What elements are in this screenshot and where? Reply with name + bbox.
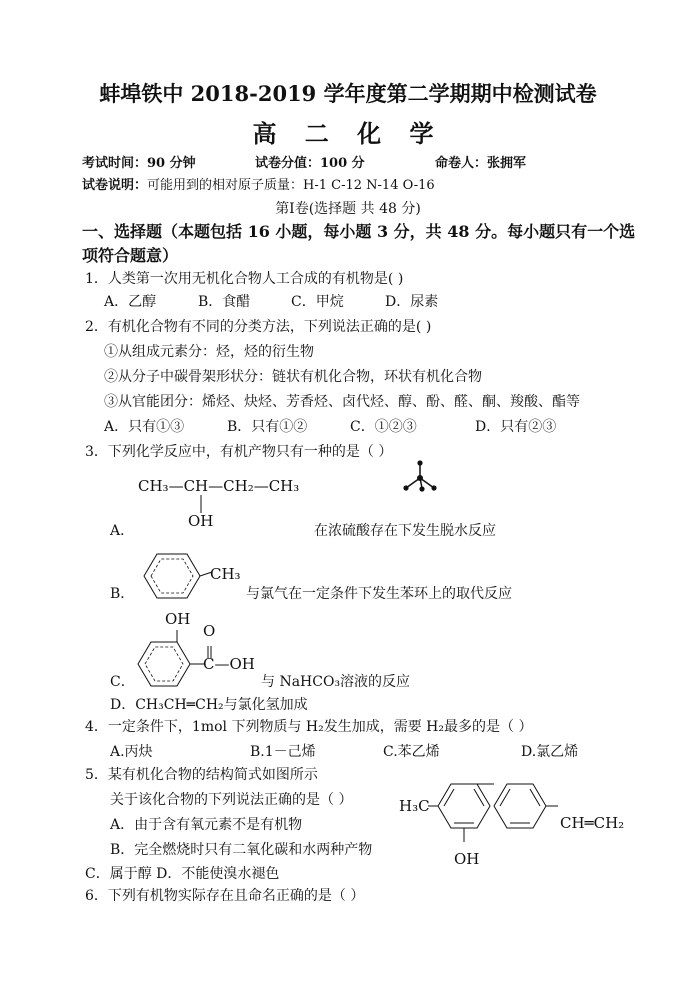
- q6-stem: 6．下列有机物实际存在且命名正确的是（ ）: [85, 888, 365, 904]
- q1-option-b: B．食醋: [198, 294, 251, 310]
- q1-option-c: C．甲烷: [291, 294, 344, 310]
- q3-c-o: O: [203, 622, 216, 640]
- q4-stem: 4．一定条件下，1mol 下列物质与 H₂发生加成，需要 H₂最多的是（ ）: [85, 719, 533, 735]
- q3-a-formula: CH₃—CH—CH₂—CH₃: [138, 477, 300, 495]
- q3-b-toluene-ring: [132, 550, 214, 604]
- q5-option-b: B．完全燃烧时只有二氧化碳和水两种产物: [110, 842, 373, 858]
- q2-item-3: ③从官能团分：烯烃、炔烃、芳香烃、卤代烃、醇、酚、醛、酮、羧酸、酯等: [104, 394, 580, 410]
- exam-author: 命卷人：张拥军: [435, 156, 527, 171]
- q4-option-c: C.苯乙烯: [383, 744, 440, 760]
- q4-option-a: A.丙炔: [110, 744, 153, 760]
- q5-oh: OH: [454, 850, 480, 868]
- q3-a-label: A．: [110, 523, 135, 539]
- q3-b-text: 与氯气在一定条件下发生苯环上的取代反应: [246, 586, 512, 602]
- q5-biphenyl-structure: [428, 780, 560, 860]
- q5-sub: 关于该化合物的下列说法正确的是（ ）: [110, 792, 353, 808]
- q5-vinyl: CH═CH₂: [560, 814, 625, 832]
- section-heading-line2: 项符合题意）: [82, 246, 179, 265]
- q4-option-d: D.氯乙烯: [521, 744, 579, 760]
- exam-note: [82, 174, 435, 193]
- q3-c-oh: OH: [165, 610, 191, 628]
- q5-h3c: H₃C: [399, 797, 430, 815]
- exam-score: 试卷分值：100 分: [255, 156, 365, 171]
- q2-item-2: ②从分子中碳骨架形状分：链状有机化合物，环状有机化合物: [104, 369, 482, 385]
- note-label: 试卷说明：: [82, 178, 148, 193]
- section-heading-line1: 一、选择题（本题包括 16 小题，每小题 3 分，共 48 分。每小题只有一个选: [82, 222, 636, 241]
- q2-stem: 2．有机化合物有不同的分类方法，下列说法正确的是( ): [85, 319, 432, 335]
- q5-option-a: A．由于含有氧元素不是有机物: [110, 817, 303, 833]
- q2-option-b: B．只有①②: [227, 419, 308, 435]
- subject-title: 高 二 化 学: [252, 119, 444, 148]
- q1-stem: 1．人类第一次用无机化合物人工合成的有机物是( ): [85, 271, 404, 287]
- q1-option-a: A．乙醇: [104, 294, 157, 310]
- q3-b-label: B．: [110, 586, 135, 602]
- part-one-heading: 第Ⅰ卷(选择题 共 48 分): [275, 201, 421, 217]
- q3-d-text: D．CH₃CH═CH₂与氯化氢加成: [110, 697, 308, 713]
- note-text: 可能用到的相对原子质量：H-1 C-12 N-14 O-16: [147, 178, 435, 193]
- q1-option-d: D．尿素: [385, 294, 439, 310]
- q4-option-b: B.1－己烯: [250, 744, 316, 760]
- q3-b-ch3: CH₃: [210, 565, 241, 583]
- q2-item-1: ①从组成元素分：烃，烃的衍生物: [104, 344, 314, 360]
- molecule-model-icon: [400, 458, 440, 496]
- q2-option-c: C．①②③: [350, 419, 417, 435]
- q3-c-coh: C—OH: [203, 655, 255, 673]
- q3-stem: 3．下列化学反应中，有机产物只有一种的是（ ）: [85, 444, 393, 460]
- q5-stem: 5．某有机化合物的结构简式如图所示: [85, 767, 318, 783]
- q2-option-d: D．只有②③: [475, 419, 557, 435]
- q2-option-a: A．只有①③: [104, 419, 185, 435]
- q3-a-oh-bond: [196, 495, 206, 513]
- q3-c-salicylic-ring: [132, 628, 212, 690]
- q5-option-cd: C．属于醇 D．不能使溴水褪色: [85, 866, 280, 882]
- q3-c-label: C．: [110, 674, 135, 690]
- exam-title: 蚌埠铁中 2018-2019 学年度第二学期期中检测试卷: [99, 81, 597, 106]
- q3-a-text: 在浓硫酸存在下发生脱水反应: [314, 523, 496, 539]
- exam-time: 考试时间：90 分钟: [82, 156, 196, 171]
- q3-a-oh: OH: [188, 512, 214, 530]
- q3-c-text: 与 NaHCO₃溶液的反应: [261, 674, 411, 690]
